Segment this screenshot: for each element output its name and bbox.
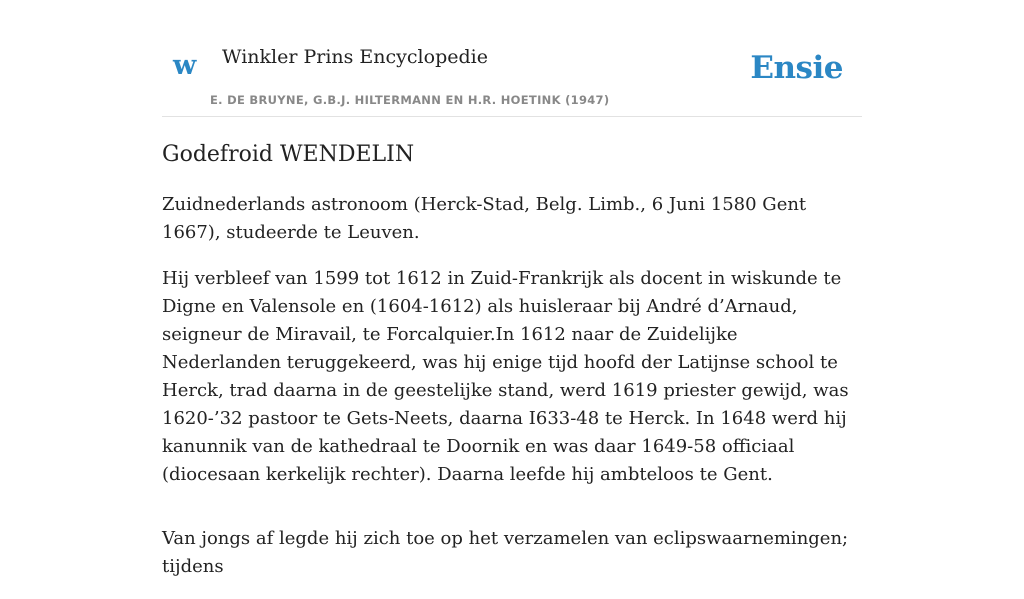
site-title[interactable]: Winkler Prins Encyclopedie [222, 46, 488, 68]
site-header [162, 0, 862, 117]
article-title: Godefroid WENDELIN [162, 142, 415, 167]
article-paragraph: Zuidnederlands astronoom (Herck-Stad, Belg. Limb., 6 Juni 1580 Gent 1667), studeerde te Leuven. [162, 193, 807, 243]
site-authors: E. DE BRUYNE, G.B.J. HILTERMANN EN H.R. HOETINK (1947) [210, 93, 610, 107]
article-paragraph: Van jongs af legde hij zich toe op het verzamelen van eclipswaarnemingen; tijdens [162, 527, 849, 577]
article-body [162, 191, 862, 581]
winkler-prins-logo-icon[interactable]: w [173, 50, 197, 81]
ensie-logo[interactable]: Ensie [750, 50, 843, 86]
page [162, 0, 862, 599]
article-paragraph: Hij verbleef van 1599 tot 1612 in Zuid-Frankrijk als docent in wiskunde te Digne en Valensole en (1604-1612) als huisleraar bij André d’Arnaud, seigneur de Miravail, te Forcalquier.In 1612 naar de Zuidelijke Nederlanden teruggekeerd, was hij enige tijd hoofd der Latijnse school te Herck, trad daarna in de geestelijke stand, werd 1619 priester gewijd, was 1620-’32 pastoor te Gets-Neets, daarna I633-48 te Herck. In 1648 werd hij kanunnik van de kathedraal te Doornik en was daar 1649-58 officiaal (diocesaan kerkelijk rechter). Daarna leefde hij ambteloos te Gent. [162, 267, 849, 485]
